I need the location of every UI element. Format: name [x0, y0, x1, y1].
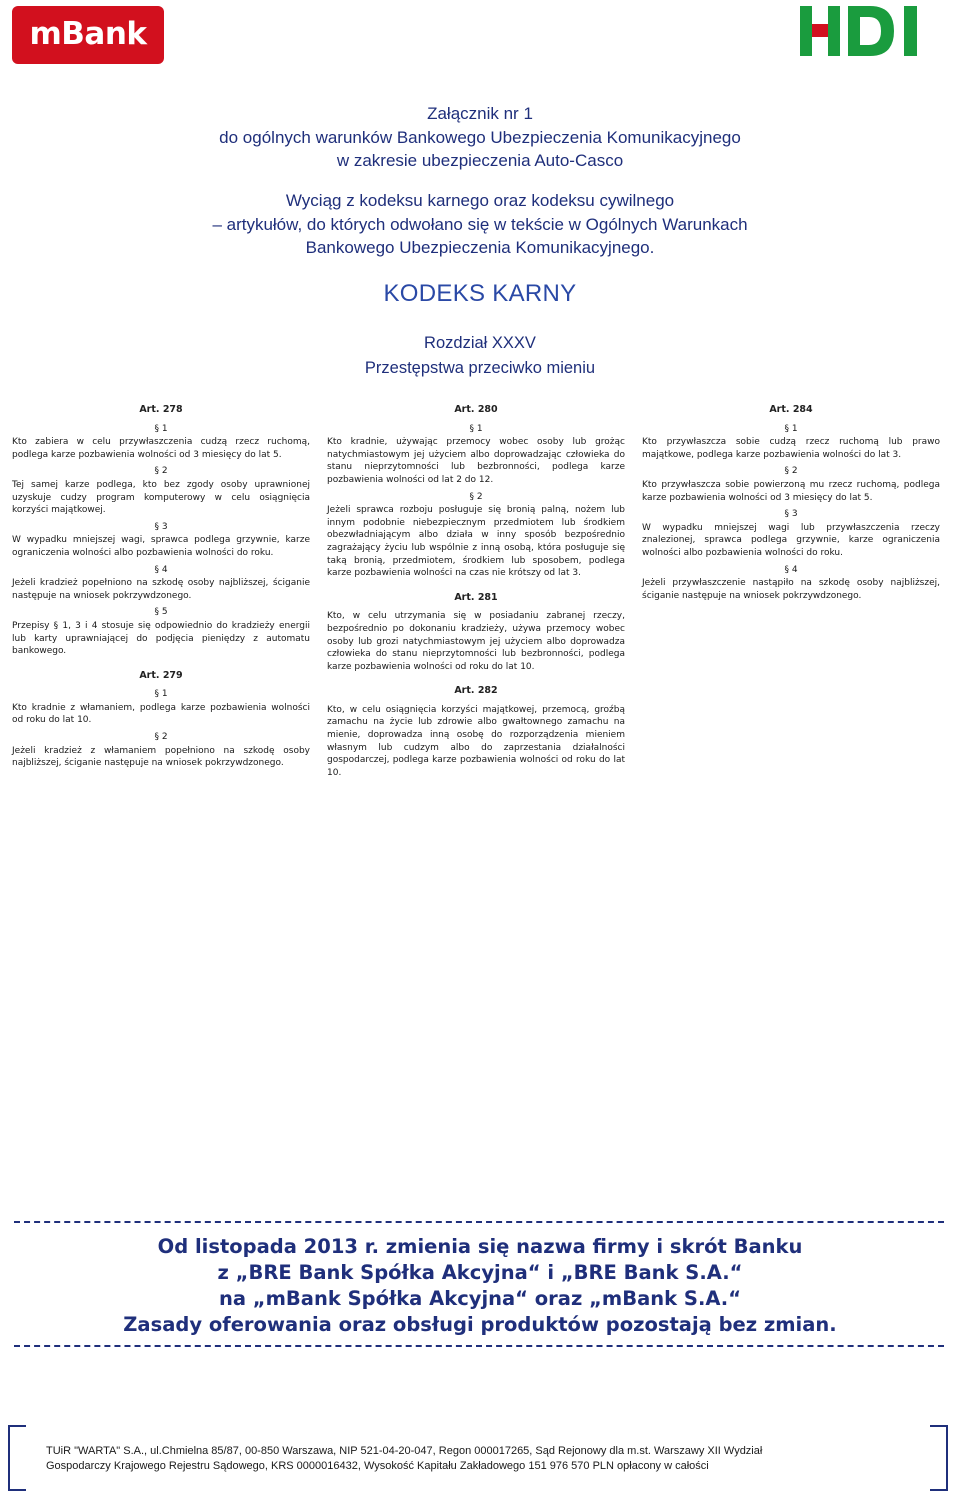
paragraph-number: § 3	[154, 521, 168, 532]
article-title: Art. 279	[139, 669, 183, 681]
footer-left-bracket	[8, 1425, 26, 1491]
chapter-heading	[0, 331, 960, 381]
annex-line-2: do ogólnych warunków Bankowego Ubezpieczenia Komunikacyjnego	[219, 127, 741, 147]
footer-right-bracket	[930, 1425, 948, 1491]
excerpt-line-2: – artykułów, do których odwołano się w tekście w Ogólnych Warunkach	[212, 214, 748, 234]
annex-title	[0, 102, 960, 173]
paragraph-text: Tej samej karze podlega, kto bez zgody osoby uprawnionej uzyskuje cudzy program komputerowy w celu osiągnięcia korzyści majątkowej.	[12, 479, 310, 516]
notice-line-1: Od listopada 2013 r. zmienia się nazwa firmy i skrót Banku	[157, 1235, 803, 1258]
paragraph-text: Jeżeli kradzież popełniono na szkodę osoby najbliższej, ściganie następuje na wniosek pokrzywdzonego.	[12, 578, 310, 601]
paragraph-text: W wypadku mniejszej wagi, sprawca podlega grzywnie, karze ograniczenia wolności albo pozbawienia wolności do roku.	[12, 535, 310, 558]
article-title: Art. 281	[454, 591, 498, 603]
excerpt-line-3: Bankowego Ubezpieczenia Komunikacyjnego.	[305, 238, 655, 257]
article-title: Art. 278	[139, 404, 183, 415]
notice-line-3: na „mBank Spółka Akcyjna“ oraz „mBank S.A.“	[218, 1287, 742, 1310]
chapter-number: Rozdział XXXV	[424, 334, 536, 352]
paragraph-number: § 1	[154, 689, 168, 700]
paragraph-text: Jeżeli kradzież z włamaniem popełniono na szkodę osoby najbliższej, ściganie następuje na wniosek pokrzywdzonego.	[12, 745, 310, 769]
article-title: Art. 280	[454, 404, 498, 415]
section-title: KODEKS KARNY	[383, 280, 577, 307]
paragraph-text: Kto kradnie z włamaniem, podlega karze pozbawienia wolności od roku do lat 10.	[12, 702, 310, 726]
paragraph-number: § 3	[784, 509, 798, 520]
paragraph-number: § 4	[784, 564, 798, 575]
paragraph-number: § 1	[469, 423, 483, 434]
paragraph-text: Kto kradnie, używając przemocy wobec osoby lub grożąc natychmiastowym jej użyciem albo doprowadzając człowieka do stanu nieprzytomności lub bezbronności, podlega karze pozbawienia wolności od lat 2 do 12.	[327, 437, 625, 485]
annex-line-1: Załącznik nr 1	[427, 104, 533, 123]
notice-line-4: Zasady oferowania oraz obsługi produktów pozostają bez zmian.	[123, 1313, 837, 1336]
footer-line-1: TUiR "WARTA" S.A., ul.Chmielna 85/87, 00-850 Warszawa, NIP 521-04-20-047, Regon 000017265, Sąd Rejonowy dla m.st. Warszawy XII Wydział	[46, 1445, 763, 1457]
article-title: Art. 284	[769, 404, 813, 415]
column-2	[327, 404, 625, 782]
paragraph-number: § 2	[154, 732, 168, 743]
paragraph-number: § 4	[154, 564, 168, 575]
paragraph-text: Kto przywłaszcza sobie cudzą rzecz ruchomą lub prawo majątkowe, podlega karze pozbawienia wolności do lat 3.	[642, 437, 940, 460]
mbank-logo	[12, 6, 164, 64]
column-1	[12, 404, 310, 773]
excerpt-title	[0, 189, 960, 260]
annex-line-3: w zakresie ubezpieczenia Auto-Casco	[336, 151, 624, 170]
paragraph-text: Kto przywłaszcza sobie powierzoną mu rzecz ruchomą, podlega karze pozbawienia wolności od 3 miesięcy do lat 5.	[642, 479, 940, 503]
excerpt-line-1: Wyciąg z kodeksu karnego oraz kodeksu cywilnego	[285, 191, 675, 210]
hdi-logo	[798, 6, 936, 56]
paragraph-text: Przepisy § 1, 3 i 4 stosuje się odpowiednio do kradzieży energii lub karty uprawniającej do podjęcia pieniędzy z automatu bankowego.	[12, 620, 310, 657]
paragraph-number: § 1	[154, 423, 168, 434]
paragraph-text: Kto, w celu osiągnięcia korzyści majątkowej, przemocą, groźbą zamachu na życie lub zdrowie albo gwałtownego zamachu na mienie, doprowadza inną osobę do rozporządzenia mieniem własnym lub cudzym albo do zaprzestania działalności gospodarczej, podlega karze pozbawienia wolności od roku do lat 10.	[327, 704, 625, 778]
paragraph-number: § 2	[469, 491, 483, 502]
chapter-title: Przestępstwa przeciwko mieniu	[364, 359, 596, 377]
paragraph-number: § 2	[784, 466, 798, 477]
paragraph-text: Jeżeli sprawca rozboju posługuje się bronią palną, nożem lub innym podobnie niebezpiecznym przedmiotem lub środkiem obezwładniającym albo działa w inny sposób bezpośrednio zagrażający życiu lub wspólnie z inną osobą, która posługuje się taką bronią, przedmiotem, środkiem lub sposobem, podlega karze pozbawienia wolności na czas nie krótszy od lat 3.	[327, 505, 625, 579]
column-3	[642, 404, 940, 605]
article-title: Art. 282	[454, 685, 498, 697]
mbank-logo-text: mBank	[29, 16, 147, 52]
footer-line-2: Gospodarczy Krajowego Rejestru Sądowego, KRS 0000016432, Wysokość Kapitału Zakładowego 151 976 570 PLN opłacony w całości	[46, 1460, 709, 1472]
notice-line-2: z „BRE Bank Spółka Akcyjna“ i „BRE Bank S.A.“	[217, 1261, 743, 1284]
paragraph-text: Kto, w celu utrzymania się w posiadaniu zabranej rzeczy, bezpośrednio po dokonaniu kradzieży, używa przemocy wobec osoby lub grozi natychmiastowym jej użyciem albo doprowadza człowieka do stanu nieprzytomności lub bezbronności, podlega karze pozbawienia wolności od roku do lat 10.	[327, 611, 625, 672]
paragraph-number: § 5	[154, 607, 168, 618]
paragraph-text: Kto zabiera w celu przywłaszczenia cudzą rzecz ruchomą, podlega karze pozbawienia wolności od 3 miesięcy do lat 5.	[12, 437, 310, 460]
paragraph-text: W wypadku mniejszej wagi lub przywłaszczenia rzeczy znalezionej, sprawca podlega grzywnie, karze ograniczenia wolności albo pozbawienia wolności do roku.	[642, 522, 940, 558]
paragraph-number: § 2	[154, 466, 168, 477]
paragraph-number: § 1	[784, 423, 798, 434]
paragraph-text: Jeżeli przywłaszczenie nastąpiło na szkodę osoby najbliższej, ściganie następuje na wniosek pokrzywdzonego.	[642, 578, 940, 601]
